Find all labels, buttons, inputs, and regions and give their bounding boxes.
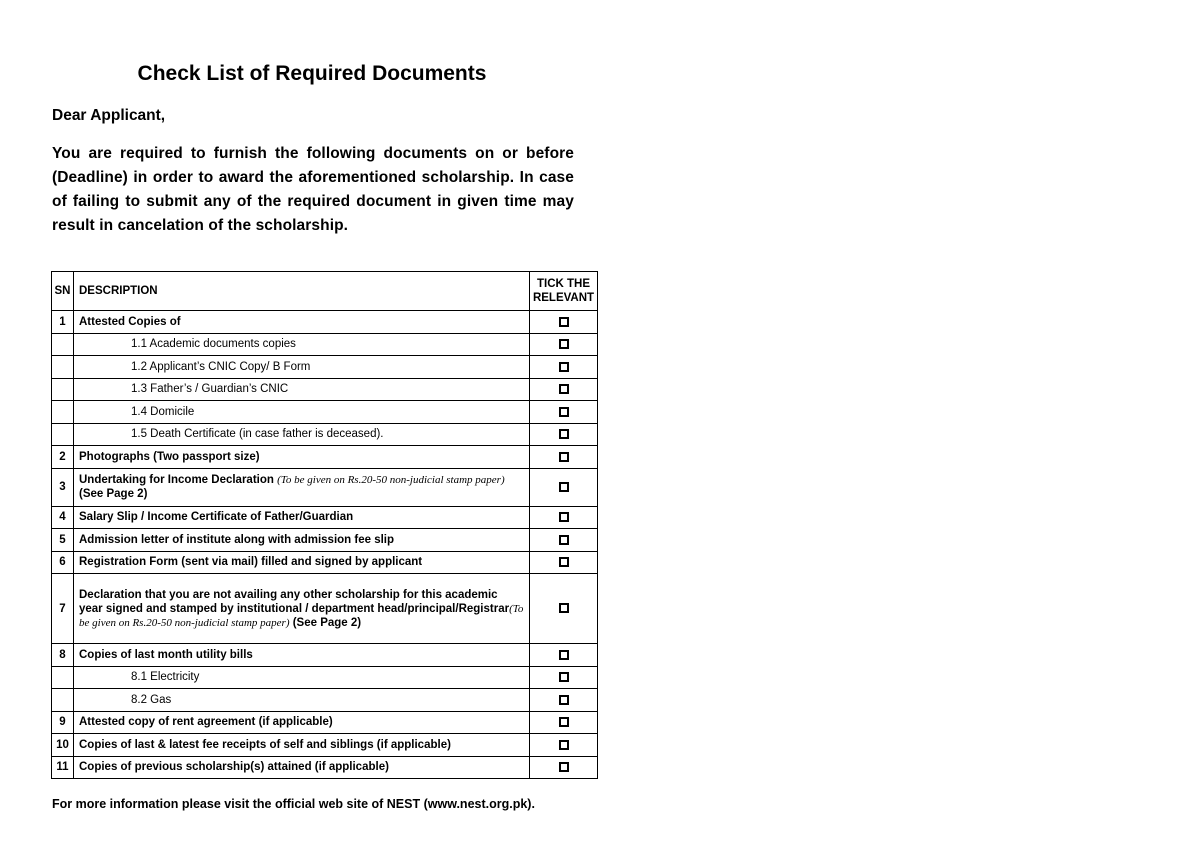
row-sn: 5 xyxy=(52,529,74,552)
row-sn xyxy=(52,423,74,446)
tick-cell xyxy=(530,551,598,574)
row-description xyxy=(74,468,530,506)
row-description: 1.3 Father’s / Guardian’s CNIC xyxy=(74,378,530,401)
row-description: Admission letter of institute along with admission fee slip xyxy=(74,529,530,552)
checkbox[interactable] xyxy=(559,429,569,439)
checkbox[interactable] xyxy=(559,695,569,705)
row-description xyxy=(74,574,530,644)
row-sn xyxy=(52,666,74,689)
footer-note: For more information please visit the official web site of NEST (www.nest.org.pk). xyxy=(52,797,535,811)
tick-cell xyxy=(530,644,598,667)
row-description: 8.2 Gas xyxy=(74,689,530,712)
checkbox[interactable] xyxy=(559,740,569,750)
tick-cell xyxy=(530,333,598,356)
row-suffix: (See Page 2) xyxy=(292,616,362,629)
header-tick-line1: TICK THE xyxy=(536,278,591,290)
row-sn: 8 xyxy=(52,644,74,667)
row-main-text: Declaration that you are not availing any other scholarship for this academic year signed and stamped by institutional / department head/principal/Registrar xyxy=(79,588,510,615)
row-sn: 6 xyxy=(52,551,74,574)
table-row xyxy=(52,756,598,779)
table-row xyxy=(52,689,598,712)
row-description: Copies of last & latest fee receipts of self and siblings (if applicable) xyxy=(74,734,530,757)
row-description: 8.1 Electricity xyxy=(74,666,530,689)
checkbox[interactable] xyxy=(559,650,569,660)
row-suffix: (See Page 2) xyxy=(79,488,148,500)
checkbox[interactable] xyxy=(559,672,569,682)
row-description: Copies of previous scholarship(s) attained (if applicable) xyxy=(74,756,530,779)
row-sn: 10 xyxy=(52,734,74,757)
table-row xyxy=(52,644,598,667)
table-row xyxy=(52,423,598,446)
checkbox[interactable] xyxy=(559,317,569,327)
table-row xyxy=(52,551,598,574)
row-description: Salary Slip / Income Certificate of Father/Guardian xyxy=(74,506,530,529)
row-description: Photographs (Two passport size) xyxy=(74,446,530,469)
table-row xyxy=(52,574,598,644)
header-sn: SN xyxy=(52,272,74,311)
row-sn: 11 xyxy=(52,756,74,779)
tick-cell xyxy=(530,356,598,379)
tick-cell xyxy=(530,423,598,446)
row-sn xyxy=(52,378,74,401)
checkbox[interactable] xyxy=(559,512,569,522)
row-description: Attested Copies of xyxy=(74,311,530,334)
row-sn xyxy=(52,356,74,379)
checkbox[interactable] xyxy=(559,717,569,727)
table-header-row xyxy=(52,272,598,311)
greeting: Dear Applicant, xyxy=(52,107,166,124)
documents-checklist-table xyxy=(51,271,598,779)
tick-cell xyxy=(530,446,598,469)
row-note: (To be given on Rs.20-50 non-judicial stamp paper) xyxy=(79,602,524,629)
table-row xyxy=(52,356,598,379)
tick-cell xyxy=(530,529,598,552)
table-row xyxy=(52,468,598,506)
tick-cell xyxy=(530,468,598,506)
row-main-text: Undertaking for Income Declaration xyxy=(79,474,274,486)
checkbox[interactable] xyxy=(559,362,569,372)
row-description: Attested copy of rent agreement (if applicable) xyxy=(74,711,530,734)
tick-cell xyxy=(530,734,598,757)
row-description: 1.2 Applicant’s CNIC Copy/ B Form xyxy=(74,356,530,379)
table-row xyxy=(52,446,598,469)
row-sn xyxy=(52,401,74,424)
tick-cell xyxy=(530,506,598,529)
header-tick-line2: RELEVANT xyxy=(532,292,595,304)
row-sn: 4 xyxy=(52,506,74,529)
checkbox[interactable] xyxy=(559,535,569,545)
table-row xyxy=(52,734,598,757)
tick-cell xyxy=(530,378,598,401)
checkbox[interactable] xyxy=(559,557,569,567)
header-description: DESCRIPTION xyxy=(74,272,530,311)
table-row xyxy=(52,711,598,734)
table-row xyxy=(52,378,598,401)
page-title: Check List of Required Documents xyxy=(137,62,487,85)
tick-cell xyxy=(530,756,598,779)
row-description: Registration Form (sent via mail) filled and signed by applicant xyxy=(74,551,530,574)
row-sn: 1 xyxy=(52,311,74,334)
row-note: (To be given on Rs.20-50 non-judicial stamp paper) xyxy=(277,474,505,486)
checkbox[interactable] xyxy=(559,452,569,462)
row-sn: 9 xyxy=(52,711,74,734)
row-description: 1.1 Academic documents copies xyxy=(74,333,530,356)
tick-cell xyxy=(530,311,598,334)
checkbox[interactable] xyxy=(559,384,569,394)
tick-cell xyxy=(530,689,598,712)
checkbox[interactable] xyxy=(559,339,569,349)
row-sn xyxy=(52,689,74,712)
table-row xyxy=(52,666,598,689)
checkbox[interactable] xyxy=(559,407,569,417)
row-description: 1.5 Death Certificate (in case father is deceased). xyxy=(74,423,530,446)
row-sn xyxy=(52,333,74,356)
table-row xyxy=(52,333,598,356)
tick-cell xyxy=(530,711,598,734)
row-sn: 3 xyxy=(52,468,74,506)
row-sn: 2 xyxy=(52,446,74,469)
row-description: 1.4 Domicile xyxy=(74,401,530,424)
tick-cell xyxy=(530,574,598,644)
table-row xyxy=(52,506,598,529)
table-row xyxy=(52,401,598,424)
row-description: Copies of last month utility bills xyxy=(74,644,530,667)
checkbox[interactable] xyxy=(559,482,569,492)
tick-cell xyxy=(530,401,598,424)
header-tick xyxy=(530,272,598,311)
checkbox[interactable] xyxy=(559,603,569,613)
tick-cell xyxy=(530,666,598,689)
intro-paragraph: You are required to furnish the following documents on or before (Deadline) in order to award the aforementioned scholarship. In case of failing to submit any of the required document in given time may result in cancelation of the scholarship. xyxy=(52,145,574,234)
table-row xyxy=(52,311,598,334)
checkbox[interactable] xyxy=(559,762,569,772)
row-sn: 7 xyxy=(52,574,74,644)
table-row xyxy=(52,529,598,552)
